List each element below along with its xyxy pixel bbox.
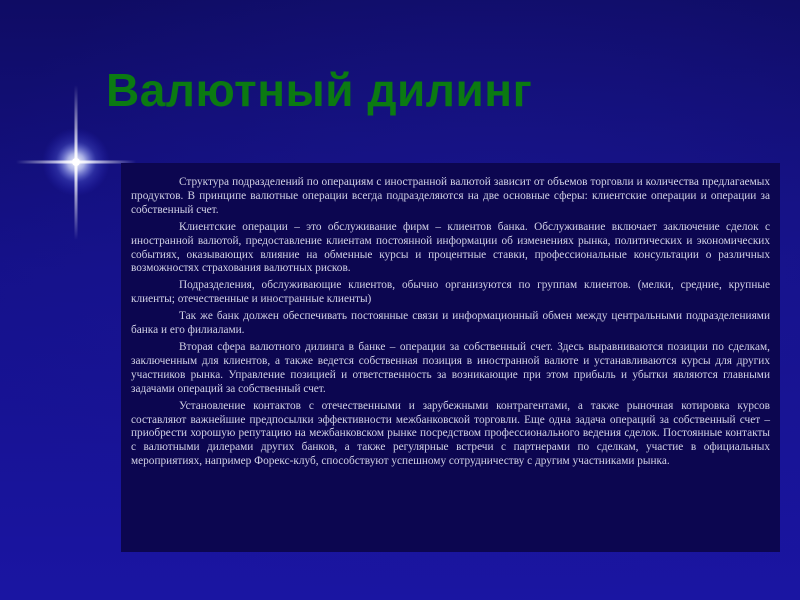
paragraph-intro: Структура подразделений по операциям с иностранной валютой зависит от объемов торговли и количества предлагаемых продуктов. В принципе валютные операции всегда подразделяются на две основные сферы: клиентские операции и операции за собственный счет. [131,176,770,216]
paragraph-client-groups: Подразделения, обслуживающие клиентов, обычно организуются по группам клиентов. (мелки, средние, крупные клиенты; отечественные и иностранные клиенты) [131,279,770,306]
paragraph-own-account: Вторая сфера валютного дилинга в банке – операции за собственный счет. Здесь выравниваются позиции по сделкам, заключенным для клиентов, а также ведется собственная позиция в иностранной валюте и устанавливаются курсы для других участников рынка. Управление позицией и ответственность за возникающие при этом прибыль и убытки являются главными задачами операций за собственный счет. [131,340,770,395]
content-box [121,163,780,552]
paragraph-contacts: Установление контактов с отечественными и зарубежными контрагентами, а также рыночная котировка курсов составляют важнейшие предпосылки эффективности межбанковской торговли. Еще одна задача операций за собственный счет – приобрести хорошую репутацию на межбанковском рынке посредством профессионального ведения сделок. Постоянные контакты с валютными дилерами других банков, а также регулярные встречи с партнерами по сделкам, участие в официальных мероприятиях, например Форекс-клуб, способствуют успешному сотрудничеству с другим участниками рынка. [131,399,770,468]
paragraph-client-operations: Клиентские операции – это обслуживание фирм – клиентов банка. Обслуживание включает заключение сделок с иностранной валютой, предоставление клиентам постоянной информации об изменениях рынка, политических и экономических событиях, оказывающих влияние на обменные курсы и процентные ставки, профессиональные консультации о различных возможностях страхования валютных рисков. [131,220,770,275]
slide-title: Валютный дилинг [106,64,533,116]
paragraph-branch-links: Так же банк должен обеспечивать постоянные связи и информационный обмен между центральными подразделениями банка и его филиалами. [131,310,770,337]
